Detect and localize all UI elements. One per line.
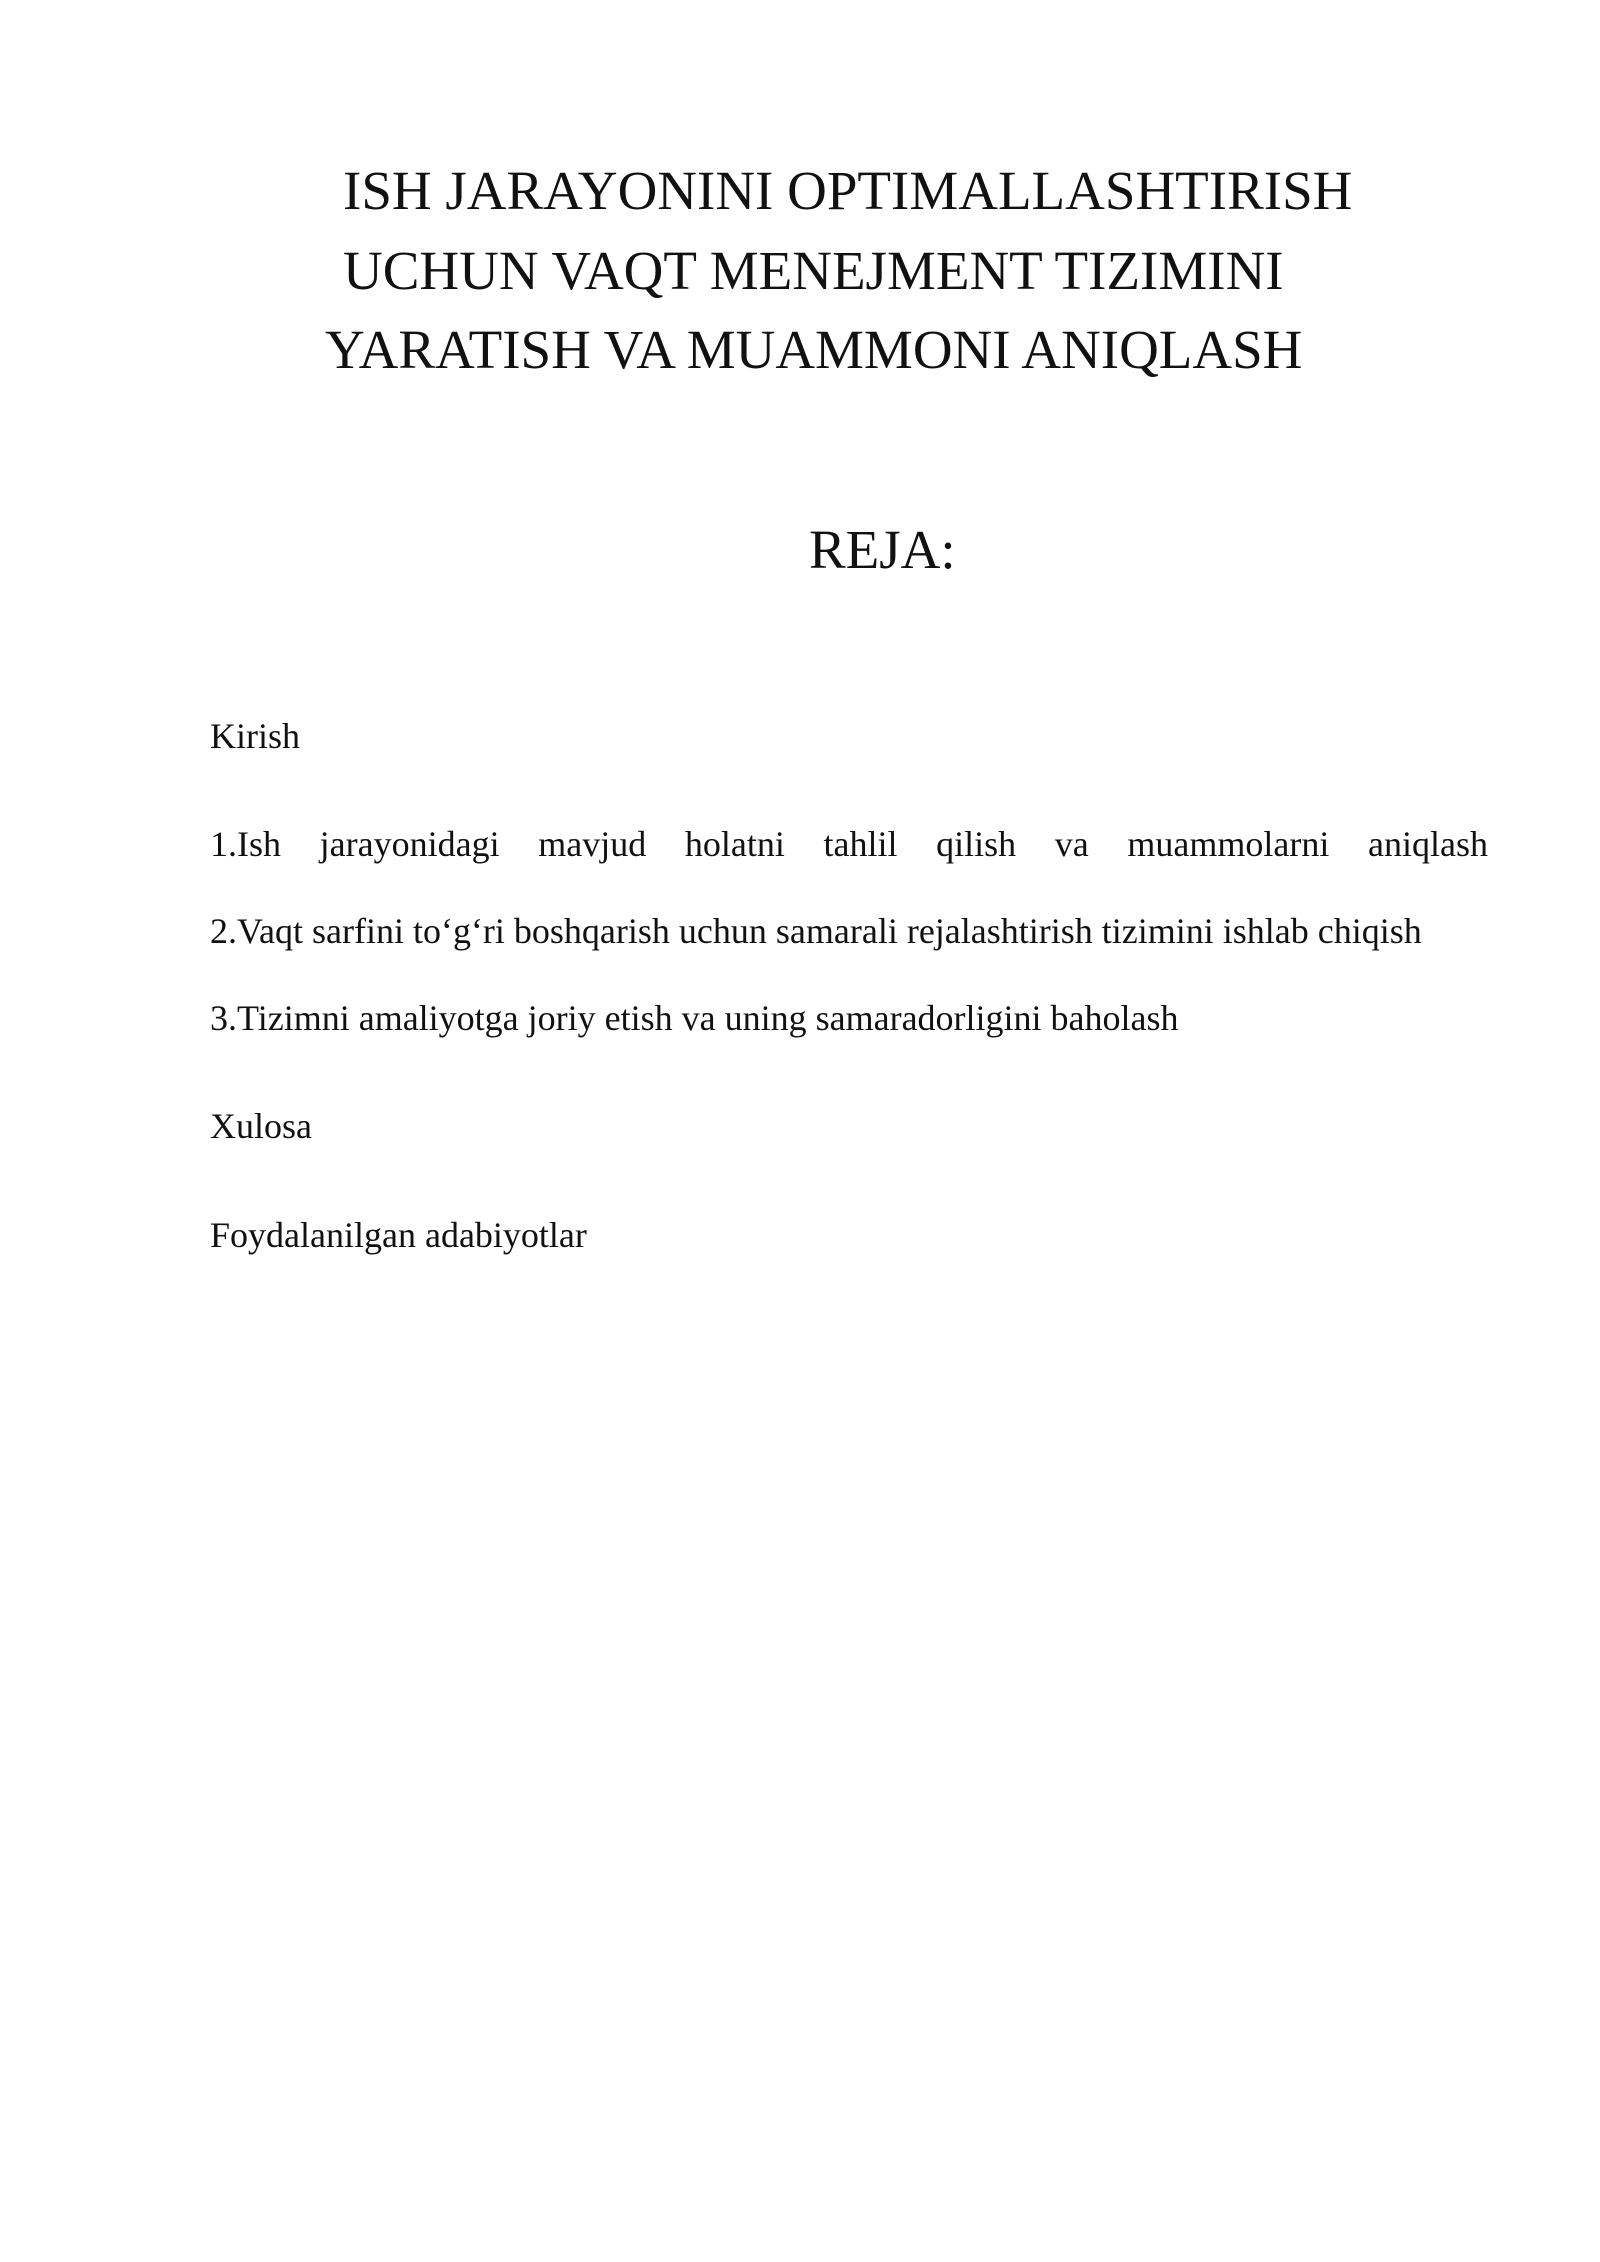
plan-heading: REJA: bbox=[809, 519, 956, 580]
plan-item-conclusion: Xulosa bbox=[210, 1106, 312, 1146]
plan-item-3: 3.Tizimni amaliyotga joriy etish va uning samaradorligini baholash bbox=[210, 998, 1179, 1038]
plan-item-2: 2.Vaqt sarfini to‘g‘ri boshqarish uchun samarali rejalashtirish tizimini ishlab chiqish bbox=[210, 911, 1422, 951]
title-line-1: ISH JARAYONINI OPTIMALLASHTIRISH bbox=[343, 160, 1353, 221]
plan-item-1-word: holatni bbox=[684, 824, 785, 864]
plan-item-1-word: aniqlash bbox=[1368, 824, 1488, 864]
plan-item-1-word: qilish bbox=[936, 824, 1017, 864]
plan-item-intro: Kirish bbox=[210, 716, 300, 756]
plan-item-1-word: muammolarni bbox=[1127, 824, 1330, 864]
title-line-3: YARATISH VA MUAMMONI ANIQLASH bbox=[325, 319, 1303, 380]
plan-item-1 bbox=[210, 826, 1488, 862]
plan-item-references: Foydalanilgan adabiyotlar bbox=[210, 1215, 587, 1255]
title-line-2: UCHUN VAQT MENEJMENT TIZIMINI bbox=[343, 240, 1284, 301]
plan-item-1-word: tahlil bbox=[823, 824, 898, 864]
plan-item-1-word: jarayonidagi bbox=[319, 824, 500, 864]
plan-item-1-word: va bbox=[1054, 824, 1089, 864]
plan-item-1-word: mavjud bbox=[538, 824, 647, 864]
plan-item-1-word: 1.Ish bbox=[210, 824, 281, 864]
